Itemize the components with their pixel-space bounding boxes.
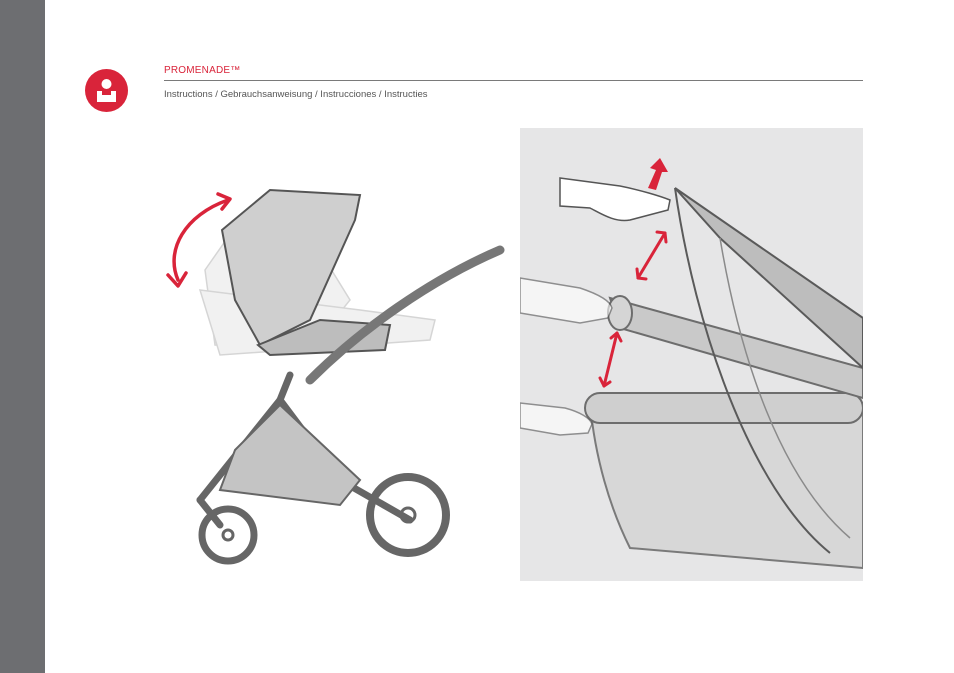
- bassinet: [590, 403, 863, 568]
- stroller-illustration: [160, 180, 520, 580]
- side-bar: [0, 0, 45, 673]
- stroller-basket: [220, 405, 360, 505]
- canopy-adjustment-illustration: [520, 128, 863, 581]
- hand-bottom: [520, 403, 592, 435]
- page-subtitle: Instructions / Gebrauchsanweisung / Instrucciones / Instructies: [164, 89, 428, 100]
- page-title: PROMENADE™: [164, 65, 241, 76]
- front-wheel: [202, 509, 254, 561]
- hand-middle: [520, 278, 612, 323]
- lift-arrow-icon: [648, 158, 668, 190]
- header-divider: [164, 80, 863, 81]
- child-seat-icon: [85, 69, 128, 112]
